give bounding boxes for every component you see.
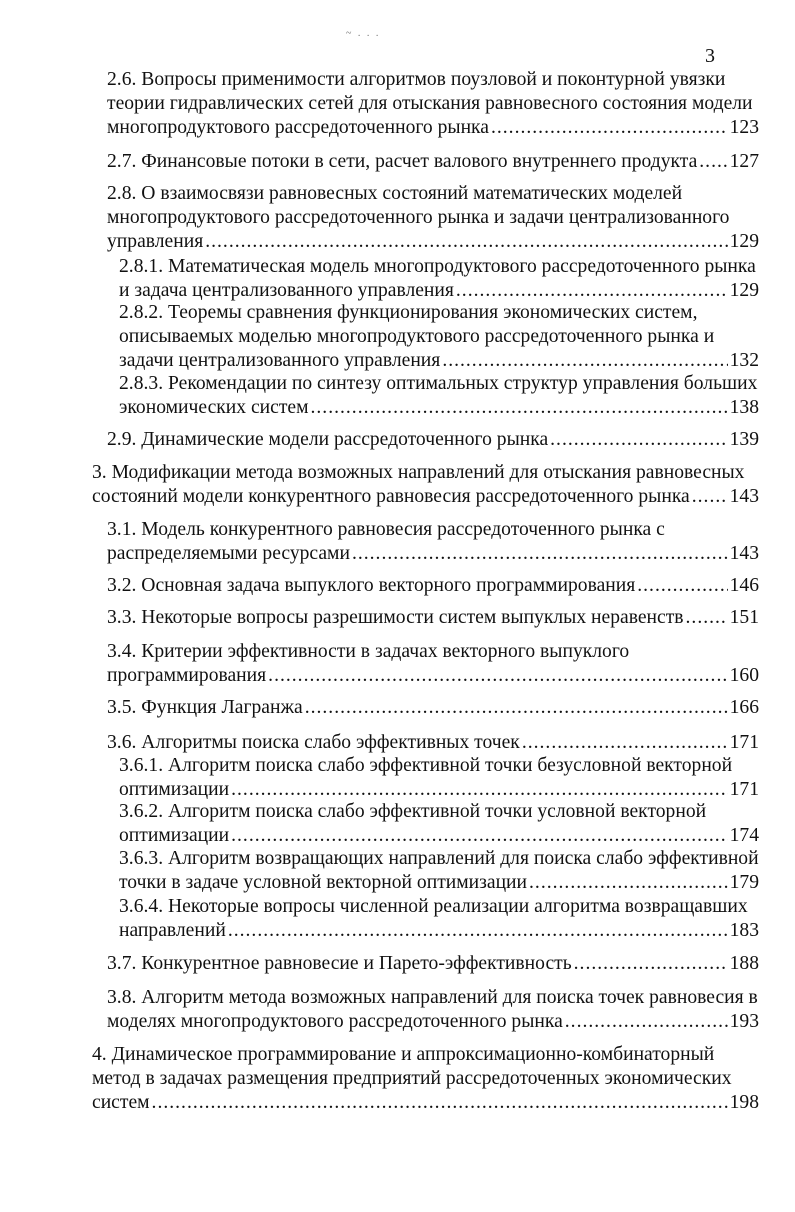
toc-entry-title: 3.6. Алгоритмы поиска слабо эффективных точек bbox=[107, 732, 520, 753]
toc-entry-last-line bbox=[107, 664, 759, 688]
toc-entry-4[interactable] bbox=[92, 1043, 759, 1115]
toc-entry-title-line: 2.8.3. Рекомендации по синтезу оптимальных структур управления больших bbox=[119, 373, 758, 394]
toc-entry-title-line: 3.6.1. Алгоритм поиска слабо эффективной точки безусловной векторной bbox=[119, 755, 733, 776]
dot-leader bbox=[205, 230, 727, 254]
toc-page-number: 193 bbox=[729, 1011, 759, 1032]
toc-page-number: 139 bbox=[729, 429, 759, 450]
toc-entry-last-line bbox=[119, 396, 759, 420]
toc-entry-title-line: теории гидравлических сетей для отыскания равновесного состояния модели bbox=[107, 93, 753, 114]
toc-entry-title-line: 2.6. Вопросы применимости алгоритмов поузловой и поконтурной увязки bbox=[107, 69, 726, 90]
toc-entry-title: точки в задаче условной векторной оптимизации bbox=[119, 872, 528, 893]
toc-entry-last-line bbox=[119, 919, 759, 943]
toc-page-number: 198 bbox=[729, 1092, 759, 1113]
toc-page-number: 171 bbox=[729, 732, 759, 753]
dot-leader bbox=[574, 952, 728, 976]
toc-page-number: 166 bbox=[729, 697, 759, 718]
dot-leader bbox=[231, 824, 727, 848]
toc-entry-3-3[interactable] bbox=[107, 606, 759, 630]
toc-entry-last-line bbox=[92, 485, 759, 509]
toc-entry-3-6-2[interactable] bbox=[119, 800, 759, 848]
toc-entry-title: оптимизации bbox=[119, 825, 230, 846]
toc-entry-last-line bbox=[119, 871, 759, 895]
toc-entry-title: экономических систем bbox=[119, 397, 309, 418]
scan-artifact: ~ . . . bbox=[346, 28, 381, 39]
dot-leader bbox=[692, 485, 728, 509]
toc-entry-title-line: 3.6.2. Алгоритм поиска слабо эффективной точки условной векторной bbox=[119, 801, 707, 822]
toc-entry-last-line bbox=[119, 824, 759, 848]
toc-entry-2-8-2[interactable] bbox=[119, 301, 759, 373]
toc-entry-3-5[interactable] bbox=[107, 696, 759, 720]
toc-entry-2-9[interactable] bbox=[107, 428, 759, 452]
page-number: 3 bbox=[705, 45, 715, 67]
toc-entry-last-line bbox=[107, 542, 759, 566]
toc-page-number: 127 bbox=[729, 151, 759, 172]
toc-page-number: 174 bbox=[729, 825, 759, 846]
toc-entry-title: 3.2. Основная задача выпуклого векторного программирования bbox=[107, 575, 636, 596]
toc-entry-2-8-1[interactable] bbox=[119, 255, 759, 303]
toc-entry-title: распределяемыми ресурсами bbox=[107, 543, 350, 564]
toc-entry-title: задачи централизованного управления bbox=[119, 350, 441, 371]
dot-leader bbox=[522, 731, 728, 755]
toc-entry-title-line: 4. Динамическое программирование и аппроксимационно-комбинаторный bbox=[92, 1044, 715, 1065]
toc-entry-title: 2.9. Динамические модели рассредоточенного рынка bbox=[107, 429, 549, 450]
toc-page-number: 143 bbox=[729, 543, 759, 564]
toc-entry-title: систем bbox=[92, 1092, 150, 1113]
toc-entry-title-line: метод в задачах размещения предприятий рассредоточенных экономических bbox=[92, 1068, 732, 1089]
dot-leader bbox=[311, 396, 728, 420]
toc-entry-last-line bbox=[107, 230, 759, 254]
toc-page-number: 129 bbox=[729, 280, 759, 301]
toc-entry-2-8-3[interactable] bbox=[119, 372, 759, 420]
toc-entry-2-6[interactable] bbox=[107, 68, 759, 140]
toc-entry-title-line: многопродуктового рассредоточенного рынка и задачи централизованного bbox=[107, 207, 730, 228]
dot-leader bbox=[228, 919, 728, 943]
toc-entry-last-line bbox=[119, 778, 759, 802]
toc-entry-title-line: 3.4. Критерии эффективности в задачах векторного выпуклого bbox=[107, 641, 630, 662]
toc-entry-title: 3.5. Функция Лагранжа bbox=[107, 697, 303, 718]
toc-entry-3-8[interactable] bbox=[107, 986, 759, 1034]
toc-entry-last-line bbox=[107, 116, 759, 140]
toc-entry-3-2[interactable] bbox=[107, 574, 759, 598]
dot-leader bbox=[268, 664, 727, 688]
dot-leader bbox=[152, 1091, 728, 1115]
toc-entry-3-7[interactable] bbox=[107, 952, 759, 976]
toc-entry-title-line: 2.8.1. Математическая модель многопродуктового рассредоточенного рынка bbox=[119, 256, 756, 277]
toc-page-number: 132 bbox=[729, 350, 759, 371]
toc-entry-2-8[interactable] bbox=[107, 182, 759, 254]
toc-entry-last-line bbox=[119, 279, 759, 303]
toc-entry-last-line bbox=[119, 349, 759, 373]
toc-entry-3-1[interactable] bbox=[107, 518, 759, 566]
toc-entry-title: программирования bbox=[107, 665, 267, 686]
dot-leader bbox=[637, 574, 727, 598]
toc-entry-last-line bbox=[107, 574, 759, 598]
toc-page-number: 146 bbox=[729, 575, 759, 596]
toc-entry-title: многопродуктового рассредоточенного рынка bbox=[107, 117, 489, 138]
toc-entry-3-4[interactable] bbox=[107, 640, 759, 688]
toc-entry-title-line: 3. Модификации метода возможных направлений для отыскания равновесных bbox=[92, 462, 745, 483]
dot-leader bbox=[565, 1010, 728, 1034]
dot-leader bbox=[352, 542, 728, 566]
toc-page-number: 123 bbox=[729, 117, 759, 138]
dot-leader bbox=[550, 428, 727, 452]
toc-entry-title: направлений bbox=[119, 920, 226, 941]
toc-entry-title: управления bbox=[107, 231, 204, 252]
toc-page-number: 188 bbox=[729, 953, 759, 974]
toc-page-number: 171 bbox=[729, 779, 759, 800]
dot-leader bbox=[491, 116, 728, 140]
toc-entry-last-line bbox=[92, 1091, 759, 1115]
dot-leader bbox=[442, 349, 727, 373]
toc-entry-last-line bbox=[107, 952, 759, 976]
toc-entry-3-6-3[interactable] bbox=[119, 847, 759, 895]
dot-leader bbox=[305, 696, 728, 720]
toc-entry-title-line: 3.6.3. Алгоритм возвращающих направлений для поиска слабо эффективной bbox=[119, 848, 759, 869]
toc-page-number: 151 bbox=[729, 607, 759, 628]
dot-leader bbox=[699, 150, 727, 174]
toc-entry-title-line: 2.8.2. Теоремы сравнения функционирования экономических систем, bbox=[119, 302, 698, 323]
toc-page-number: 138 bbox=[729, 397, 759, 418]
toc-entry-title: 3.3. Некоторые вопросы разрешимости систем выпуклых неравенств bbox=[107, 607, 684, 628]
toc-entry-title: 2.7. Финансовые потоки в сети, расчет валового внутреннего продукта bbox=[107, 151, 698, 172]
toc-entry-last-line bbox=[107, 150, 759, 174]
toc-entry-last-line bbox=[107, 696, 759, 720]
toc-entry-title: оптимизации bbox=[119, 779, 230, 800]
toc-entry-title-line: 3.8. Алгоритм метода возможных направлений для поиска точек равновесия в bbox=[107, 987, 758, 1008]
toc-entry-3[interactable] bbox=[92, 461, 759, 509]
toc-entry-last-line bbox=[107, 1010, 759, 1034]
toc-entry-3-6-1[interactable] bbox=[119, 754, 759, 802]
toc-entry-title-line: 3.6.4. Некоторые вопросы численной реализации алгоритма возвращавших bbox=[119, 896, 748, 917]
toc-entry-last-line bbox=[107, 428, 759, 452]
toc-entry-title-line: описываемых моделью многопродуктового рассредоточенного рынка и bbox=[119, 326, 715, 347]
dot-leader bbox=[231, 778, 727, 802]
toc-entry-title-line: 2.8. О взаимосвязи равновесных состояний математических моделей bbox=[107, 183, 683, 204]
toc-entry-title: 3.7. Конкурентное равновесие и Парето-эффективность bbox=[107, 953, 572, 974]
toc-entry-title: состояний модели конкурентного равновесия рассредоточенного рынка bbox=[92, 486, 690, 507]
toc-entry-title: и задача централизованного управления bbox=[119, 280, 454, 301]
toc-entry-title: моделях многопродуктового рассредоточенного рынка bbox=[107, 1011, 563, 1032]
toc-entry-last-line bbox=[107, 731, 759, 755]
dot-leader bbox=[686, 606, 728, 630]
toc-entry-3-6[interactable] bbox=[107, 731, 759, 755]
dot-leader bbox=[529, 871, 728, 895]
dot-leader bbox=[456, 279, 728, 303]
toc-entry-2-7[interactable] bbox=[107, 150, 759, 174]
toc-entry-title-line: 3.1. Модель конкурентного равновесия рассредоточенного рынка с bbox=[107, 519, 665, 540]
toc-page-number: 143 bbox=[729, 486, 759, 507]
toc-page-number: 160 bbox=[729, 665, 759, 686]
toc-entry-3-6-4[interactable] bbox=[119, 895, 759, 943]
toc-page-number: 183 bbox=[729, 920, 759, 941]
toc-page-number: 179 bbox=[729, 872, 759, 893]
toc-page-number: 129 bbox=[729, 231, 759, 252]
toc-entry-last-line bbox=[107, 606, 759, 630]
